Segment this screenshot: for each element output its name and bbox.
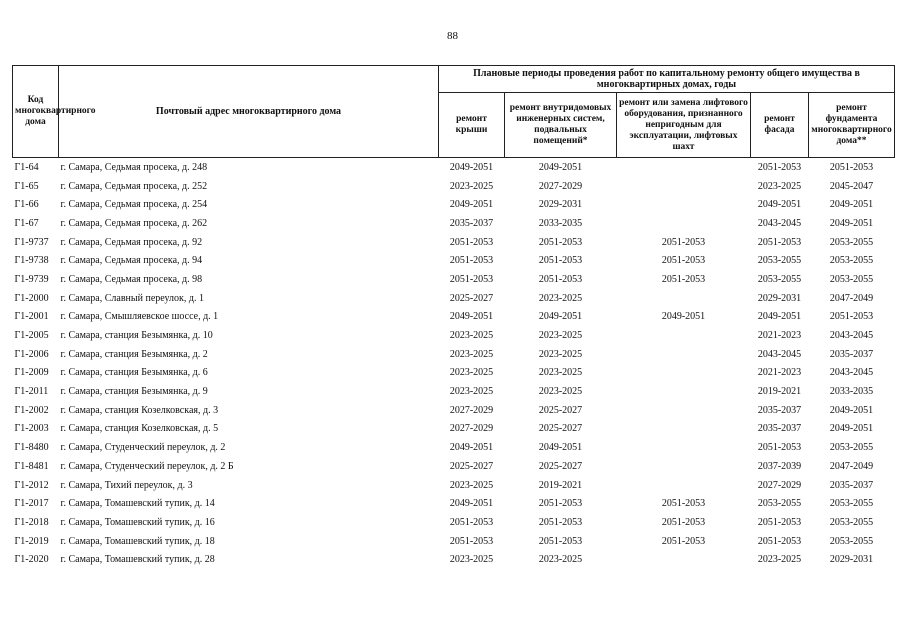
cell-foundation: 2051-2053 — [829, 311, 874, 323]
cell-engineering: 2025-2027 — [538, 404, 583, 416]
cell-engineering: 2049-2051 — [538, 161, 583, 173]
cell-address: г. Самара, станция Безымянка, д. 6 — [60, 367, 208, 379]
cell-elevator — [617, 158, 751, 177]
cell-facade: 2051-2053 — [757, 161, 802, 173]
cell-code: Г1-2020 — [14, 554, 49, 566]
cell-code: Г1-2011 — [14, 386, 49, 398]
cell-elevator — [617, 457, 751, 476]
table-row — [13, 177, 895, 196]
cell-elevator: 2049-2051 — [661, 311, 706, 323]
cell-roof: 2023-2025 — [449, 479, 494, 491]
cell-engineering: 2051-2053 — [538, 498, 583, 510]
cell-engineering: 2023-2025 — [538, 330, 583, 342]
cell-roof: 2051-2053 — [449, 236, 494, 248]
cell-engineering: 2019-2021 — [538, 479, 583, 491]
table-row — [13, 326, 895, 345]
cell-engineering: 2051-2053 — [538, 516, 583, 528]
cell-code: Г1-9738 — [14, 255, 49, 267]
cell-code: Г1-9739 — [14, 273, 49, 285]
cell-foundation: 2043-2045 — [829, 367, 874, 379]
repair-schedule-table — [12, 65, 895, 569]
cell-roof: 2023-2025 — [449, 180, 494, 192]
cell-address: г. Самара, Седьмая просека, д. 94 — [60, 255, 203, 267]
cell-foundation: 2049-2051 — [829, 217, 874, 229]
cell-address: г. Самара, Студенческий переулок, д. 2 — [60, 442, 226, 454]
table-row — [13, 195, 895, 214]
cell-address: г. Самара, Студенческий переулок, д. 2 Б — [60, 460, 234, 472]
cell-code: Г1-67 — [14, 217, 39, 229]
cell-address: г. Самара, Томашевский тупик, д. 28 — [60, 554, 215, 566]
cell-address: г. Самара, Седьмая просека, д. 252 — [60, 180, 208, 192]
header-elevator: ремонт или замена лифтового оборудования, признанного непригодным для эксплуатации, лифтовых шахт — [617, 93, 751, 158]
cell-elevator: 2051-2053 — [661, 516, 706, 528]
cell-roof: 2023-2025 — [449, 554, 494, 566]
cell-foundation: 2049-2051 — [829, 404, 874, 416]
cell-code: Г1-8480 — [14, 442, 49, 454]
cell-facade: 2043-2045 — [757, 348, 802, 360]
cell-code: Г1-2009 — [14, 367, 49, 379]
cell-code: Г1-2001 — [14, 311, 49, 323]
cell-elevator: 2051-2053 — [661, 255, 706, 267]
cell-facade: 2023-2025 — [757, 554, 802, 566]
cell-code: Г1-8481 — [14, 460, 49, 472]
table-row — [13, 420, 895, 439]
header-periods-group: Плановые периоды проведения работ по капитальному ремонту общего имущества в многоквартирных домах, годы — [439, 66, 895, 93]
cell-roof: 2023-2025 — [449, 367, 494, 379]
cell-elevator: 2051-2053 — [661, 535, 706, 547]
cell-facade: 2051-2053 — [757, 535, 802, 547]
cell-address: г. Самара, станция Безымянка, д. 2 — [60, 348, 208, 360]
cell-facade: 2049-2051 — [757, 311, 802, 323]
cell-code: Г1-2002 — [14, 404, 49, 416]
cell-facade: 2035-2037 — [757, 404, 802, 416]
table-row — [13, 550, 895, 569]
cell-engineering: 2049-2051 — [538, 442, 583, 454]
header-roof: ремонт крыши — [439, 93, 505, 158]
cell-facade: 2051-2053 — [757, 236, 802, 248]
cell-elevator — [617, 438, 751, 457]
cell-elevator: 2051-2053 — [661, 236, 706, 248]
cell-facade: 2049-2051 — [757, 199, 802, 211]
cell-address: г. Самара, станция Козелковская, д. 3 — [60, 404, 219, 416]
table-row — [13, 532, 895, 551]
cell-address: г. Самара, станция Безымянка, д. 10 — [60, 330, 213, 342]
cell-foundation: 2047-2049 — [829, 460, 874, 472]
cell-foundation: 2053-2055 — [829, 442, 874, 454]
cell-elevator — [617, 289, 751, 308]
table-row — [13, 345, 895, 364]
cell-roof: 2049-2051 — [449, 161, 494, 173]
cell-facade: 2023-2025 — [757, 180, 802, 192]
cell-engineering: 2023-2025 — [538, 386, 583, 398]
cell-foundation: 2035-2037 — [829, 348, 874, 360]
cell-foundation: 2045-2047 — [829, 180, 874, 192]
cell-elevator — [617, 420, 751, 439]
cell-engineering: 2023-2025 — [538, 348, 583, 360]
cell-foundation: 2053-2055 — [829, 535, 874, 547]
table-row — [13, 158, 895, 177]
cell-facade: 2051-2053 — [757, 516, 802, 528]
cell-engineering: 2025-2027 — [538, 423, 583, 435]
cell-roof: 2023-2025 — [449, 386, 494, 398]
cell-roof: 2025-2027 — [449, 460, 494, 472]
cell-facade: 2053-2055 — [757, 273, 802, 285]
cell-facade: 2021-2023 — [757, 330, 802, 342]
cell-address: г. Самара, Томашевский тупик, д. 16 — [60, 516, 215, 528]
cell-roof: 2023-2025 — [449, 330, 494, 342]
cell-facade: 2021-2023 — [757, 367, 802, 379]
cell-facade: 2051-2053 — [757, 442, 802, 454]
table-header — [13, 66, 895, 158]
cell-code: Г1-2006 — [14, 348, 49, 360]
cell-roof: 2051-2053 — [449, 516, 494, 528]
cell-elevator: 2051-2053 — [661, 498, 706, 510]
cell-elevator — [617, 401, 751, 420]
table-body — [13, 158, 895, 570]
table-row — [13, 251, 895, 270]
cell-facade: 2019-2021 — [757, 386, 802, 398]
cell-roof: 2049-2051 — [449, 442, 494, 454]
cell-roof: 2049-2051 — [449, 199, 494, 211]
cell-foundation: 2049-2051 — [829, 423, 874, 435]
cell-roof: 2035-2037 — [449, 217, 494, 229]
cell-roof: 2023-2025 — [449, 348, 494, 360]
cell-engineering: 2023-2025 — [538, 367, 583, 379]
table-row — [13, 438, 895, 457]
cell-facade: 2035-2037 — [757, 423, 802, 435]
cell-engineering: 2051-2053 — [538, 255, 583, 267]
cell-foundation: 2053-2055 — [829, 516, 874, 528]
cell-address: г. Самара, станция Безымянка, д. 9 — [60, 386, 208, 398]
table-row — [13, 270, 895, 289]
cell-address: г. Самара, Тихий переулок, д. 3 — [60, 479, 193, 491]
cell-elevator — [617, 345, 751, 364]
table-row — [13, 364, 895, 383]
page-number: 88 — [447, 30, 458, 42]
cell-foundation: 2033-2035 — [829, 386, 874, 398]
cell-facade: 2027-2029 — [757, 479, 802, 491]
table-row — [13, 457, 895, 476]
cell-elevator — [617, 177, 751, 196]
cell-code: Г1-2018 — [14, 516, 49, 528]
header-foundation: ремонт фундамента многоквартирного дома** — [809, 93, 895, 158]
cell-code: Г1-65 — [14, 180, 39, 192]
cell-code: Г1-2000 — [14, 292, 49, 304]
cell-roof: 2025-2027 — [449, 292, 494, 304]
cell-elevator: 2051-2053 — [661, 273, 706, 285]
table-row — [13, 308, 895, 327]
cell-address: г. Самара, Седьмая просека, д. 248 — [60, 161, 208, 173]
cell-address: г. Самара, Седьмая просека, д. 262 — [60, 217, 208, 229]
header-engineering: ремонт внутридомовых инженерных систем, подвальных помещений* — [505, 93, 617, 158]
cell-address: г. Самара, Смышляевское шоссе, д. 1 — [60, 311, 219, 323]
cell-code: Г1-2017 — [14, 498, 49, 510]
table-row — [13, 382, 895, 401]
cell-code: Г1-64 — [14, 161, 39, 173]
cell-address: г. Самара, Седьмая просека, д. 92 — [60, 236, 203, 248]
cell-elevator — [617, 364, 751, 383]
table-row — [13, 513, 895, 532]
cell-code: Г1-2003 — [14, 423, 49, 435]
table-row — [13, 289, 895, 308]
cell-address: г. Самара, Томашевский тупик, д. 18 — [60, 535, 215, 547]
cell-address: г. Самара, Седьмая просека, д. 254 — [60, 199, 208, 211]
cell-foundation: 2051-2053 — [829, 161, 874, 173]
cell-roof: 2049-2051 — [449, 311, 494, 323]
cell-address: г. Самара, Томашевский тупик, д. 14 — [60, 498, 215, 510]
cell-facade: 2053-2055 — [757, 255, 802, 267]
cell-code: Г1-2005 — [14, 330, 49, 342]
cell-facade: 2029-2031 — [757, 292, 802, 304]
cell-foundation: 2029-2031 — [829, 554, 874, 566]
cell-address: г. Самара, Славный переулок, д. 1 — [60, 292, 204, 304]
cell-elevator — [617, 326, 751, 345]
cell-engineering: 2033-2035 — [538, 217, 583, 229]
table-row — [13, 214, 895, 233]
header-code: Код многоквартирного дома — [13, 66, 59, 158]
cell-engineering: 2051-2053 — [538, 535, 583, 547]
cell-code: Г1-2019 — [14, 535, 49, 547]
table-row — [13, 494, 895, 513]
table-row — [13, 401, 895, 420]
cell-code: Г1-2012 — [14, 479, 49, 491]
cell-roof: 2051-2053 — [449, 535, 494, 547]
cell-facade: 2053-2055 — [757, 498, 802, 510]
cell-elevator — [617, 195, 751, 214]
cell-foundation: 2053-2055 — [829, 255, 874, 267]
cell-engineering: 2051-2053 — [538, 236, 583, 248]
cell-foundation: 2047-2049 — [829, 292, 874, 304]
cell-engineering: 2049-2051 — [538, 311, 583, 323]
cell-roof: 2027-2029 — [449, 404, 494, 416]
cell-roof: 2049-2051 — [449, 498, 494, 510]
cell-elevator — [617, 550, 751, 569]
cell-engineering: 2029-2031 — [538, 199, 583, 211]
cell-engineering: 2023-2025 — [538, 292, 583, 304]
cell-code: Г1-9737 — [14, 236, 49, 248]
cell-engineering: 2023-2025 — [538, 554, 583, 566]
cell-foundation: 2053-2055 — [829, 236, 874, 248]
cell-facade: 2043-2045 — [757, 217, 802, 229]
cell-elevator — [617, 382, 751, 401]
cell-facade: 2037-2039 — [757, 460, 802, 472]
cell-roof: 2051-2053 — [449, 255, 494, 267]
cell-address: г. Самара, станция Козелковская, д. 5 — [60, 423, 219, 435]
cell-engineering: 2025-2027 — [538, 460, 583, 472]
header-facade: ремонт фасада — [751, 93, 809, 158]
cell-elevator — [617, 214, 751, 233]
cell-foundation: 2053-2055 — [829, 498, 874, 510]
cell-code: Г1-66 — [14, 199, 39, 211]
table-row — [13, 233, 895, 252]
cell-foundation: 2043-2045 — [829, 330, 874, 342]
cell-address: г. Самара, Седьмая просека, д. 98 — [60, 273, 203, 285]
cell-roof: 2027-2029 — [449, 423, 494, 435]
cell-foundation: 2035-2037 — [829, 479, 874, 491]
cell-foundation: 2053-2055 — [829, 273, 874, 285]
header-address: Почтовый адрес многоквартирного дома — [59, 66, 439, 158]
table-row — [13, 476, 895, 495]
cell-elevator — [617, 476, 751, 495]
cell-engineering: 2027-2029 — [538, 180, 583, 192]
cell-roof: 2051-2053 — [449, 273, 494, 285]
cell-engineering: 2051-2053 — [538, 273, 583, 285]
cell-foundation: 2049-2051 — [829, 199, 874, 211]
